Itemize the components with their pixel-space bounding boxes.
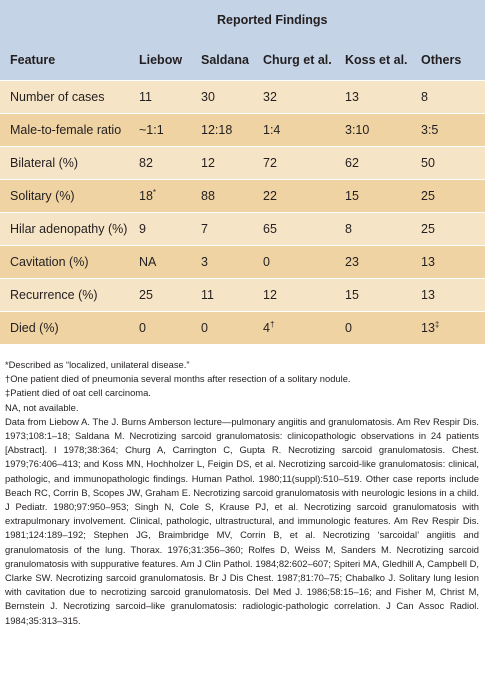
cell-value: NA [139,255,157,269]
value-cell-others [421,81,485,114]
footnote-oat-cell: ‡Patient died of oat cell carcinoma. [5,387,151,399]
value-cell-others [421,180,485,213]
column-header-feature: Feature [0,40,139,81]
cell-value: 88 [201,189,215,203]
value-cell-koss [345,312,421,345]
feature-cell: Male-to-female ratio [0,114,139,147]
column-header-liebow: Liebow [139,40,201,81]
cell-value: 12 [201,156,215,170]
table-row [0,213,485,246]
column-header-saldana: Saldana [201,40,263,81]
table-row [0,81,485,114]
value-cell-others [421,246,485,279]
value-cell-koss [345,147,421,180]
value-cell-churg [263,213,345,246]
cell-value: 13 [421,321,435,335]
footnote-marker: * [152,187,157,197]
table-row [0,147,485,180]
value-cell-churg [263,81,345,114]
footnote-marker: † [269,319,275,329]
cell-value: 8 [421,90,428,104]
value-cell-churg [263,246,345,279]
cell-value: 0 [345,321,352,335]
value-cell-others [421,147,485,180]
table-row [0,246,485,279]
value-cell-others [421,213,485,246]
value-cell-koss [345,246,421,279]
value-cell-saldana [201,279,263,312]
feature-cell: Number of cases [0,81,139,114]
table-row [0,180,485,213]
table-group-header-row [0,0,485,40]
cell-value: 25 [139,288,153,302]
findings-table [0,0,485,344]
value-cell-saldana [201,180,263,213]
value-cell-churg [263,114,345,147]
cell-value: 82 [139,156,153,170]
cell-value: 0 [263,255,270,269]
value-cell-saldana [201,246,263,279]
cell-value: 62 [345,156,359,170]
cell-value: 13 [345,90,359,104]
cell-value: 3:10 [345,123,370,137]
value-cell-liebow [139,180,201,213]
cell-value: 4 [263,321,270,335]
cell-value: 0 [201,321,208,335]
footnote-described: *Described as “localized, unilateral disease.” [5,359,190,370]
value-cell-saldana [201,147,263,180]
cell-value: 23 [345,255,359,269]
cell-value: 12 [263,288,277,302]
value-cell-others [421,114,485,147]
table-row [0,312,485,345]
cell-value: 11 [201,288,214,302]
value-cell-koss [345,213,421,246]
footnotes [0,344,485,628]
value-cell-churg [263,180,345,213]
cell-value: 11 [139,90,152,104]
cell-value: 15 [345,189,359,203]
feature-cell: Hilar adenopathy (%) [0,213,139,246]
value-cell-saldana [201,213,263,246]
footnote-pneumonia: †One patient died of pneumonia several months after resection of a solitary nodule. [5,373,351,385]
source-citations: Data from Liebow A. The J. Burns Amberson lecture—pulmonary angiitis and granulomatosis. Am Rev Respir Dis. 1973;108:1–18; Saldana M. Necrotizing sarcoid granulomatosis: clinicopathologic observations in 24 patients [Abstract]. I 1978;38:364; Churg A, Carrington C, Gupta R. Necrotizing sarcoid granulomatosis. Chest. 1979;76:406–413; and Koss MN, Hochholzer L, Feigin DS, et al. Necrotizing sarcoid-like granulomatosis: clinical, pathologic, and immunopathologic findings. Human Pathol. 1980;11(suppl):510–519. Other case reports include Beach RC, Corrin B, Scopes JW, Graham E. Necrotizing sarcoid granulomatosis with neurologic lesions in a child. J Pediatr. 1980;97:950–953; Singh N, Cole S, Krause PJ, et al. Necrotizing sarcoid granulomatosis with extrapulmonary involvement. Clinical, pathologic, ultrastructural, and immunologic features. Am Rev Respir Dis. 1981;124:189–192; Stephen JG, Braimbridge MV, Corrin B, et al. Necrotizing ‘sarcoidal’ angiitis and granulomatosis of the lung. Thorax. 1976;31:356–360; Rolfes D, Weiss M, Sanders M. Necrotizing sarcoid granulomatosis with suppurative features. Am J Clin Pathol. 1984;82:602–607; Spiteri MA, Gledhill A, Campbell D, Clarke SW. Necrotizing sarcoid granulomatosis. Br J Dis Chest. 1987;81:70–75; Chabalko J. Solitary lung lesion with cavitation due to necrotizing sarcoid granulomatosis. Del Med J. 1986;58:15–16; and Fisher M, Christ M, Bernstein J. Necrotizing sarcoid–like granulomatosis: radiologic-pathologic correlation. J Can Assoc Radiol. 1984;35:313–315. [5,415,479,626]
value-cell-liebow [139,213,201,246]
cell-value: 30 [201,90,215,104]
cell-value: 50 [421,156,435,170]
column-header-churg: Churg et al. [263,40,345,81]
value-cell-churg [263,312,345,345]
cell-value: 12:18 [201,123,233,137]
cell-value: 13 [421,255,435,269]
value-cell-koss [345,114,421,147]
value-cell-others [421,279,485,312]
cell-value: ~1:1 [139,123,164,137]
table-row [0,114,485,147]
table-body [0,81,485,345]
cell-value: 25 [421,222,435,236]
cell-value: 1:4 [263,123,281,137]
value-cell-others [421,312,485,345]
cell-value: 25 [421,189,435,203]
feature-cell: Cavitation (%) [0,246,139,279]
value-cell-churg [263,147,345,180]
reported-findings-header: Reported Findings [139,0,485,40]
cell-value: 13 [421,288,435,302]
value-cell-churg [263,279,345,312]
value-cell-koss [345,81,421,114]
column-header-koss: Koss et al. [345,40,421,81]
footnote-marker: ‡ [434,319,440,329]
cell-value: 8 [345,222,352,236]
feature-cell: Solitary (%) [0,180,139,213]
cell-value: 15 [345,288,359,302]
value-cell-koss [345,180,421,213]
cell-value: 3:5 [421,123,439,137]
cell-value: 7 [201,222,208,236]
feature-cell: Bilateral (%) [0,147,139,180]
value-cell-saldana [201,114,263,147]
value-cell-liebow [139,312,201,345]
value-cell-liebow [139,279,201,312]
column-header-others: Others [421,40,485,81]
cell-value: 65 [263,222,277,236]
cell-value: 3 [201,255,208,269]
cell-value: 22 [263,189,277,203]
value-cell-saldana [201,81,263,114]
cell-value: 72 [263,156,277,170]
footnote-na: NA, not available. [5,401,79,413]
value-cell-liebow [139,246,201,279]
value-cell-koss [345,279,421,312]
value-cell-saldana [201,312,263,345]
cell-value: 18 [139,189,153,203]
cell-value: 0 [139,321,146,335]
feature-cell: Recurrence (%) [0,279,139,312]
value-cell-liebow [139,114,201,147]
table-column-header-row [0,40,485,81]
feature-cell: Died (%) [0,312,139,345]
cell-value: 9 [139,222,146,236]
table-row [0,279,485,312]
value-cell-liebow [139,81,201,114]
cell-value: 32 [263,90,277,104]
value-cell-liebow [139,147,201,180]
